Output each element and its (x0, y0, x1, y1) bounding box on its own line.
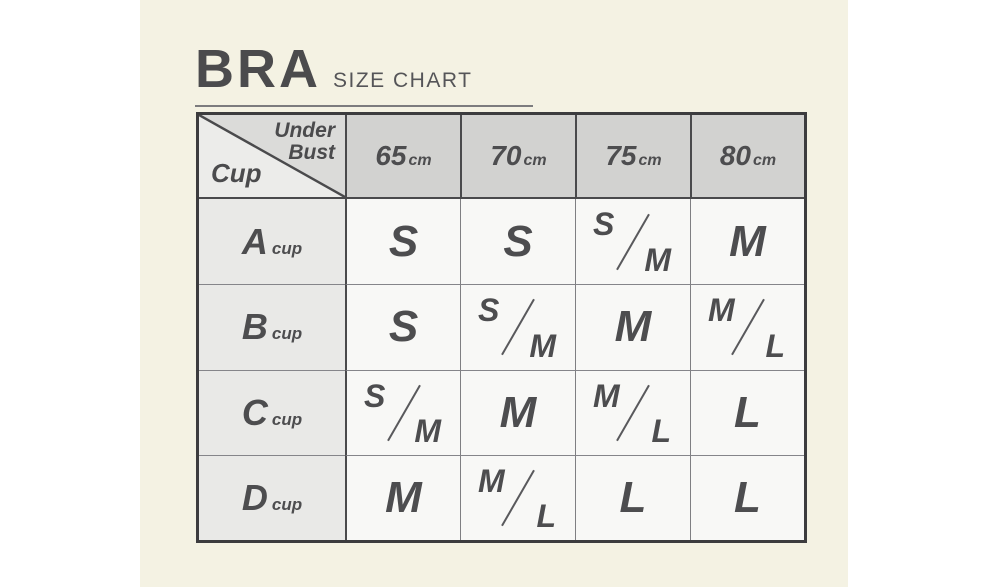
size-cell-c-70 (460, 370, 575, 455)
size-secondary: M (414, 412, 441, 449)
size-cell-c-65 (345, 370, 460, 455)
column-header-70cm (460, 115, 575, 199)
size-primary: M (708, 292, 735, 329)
size-primary: L (734, 472, 761, 522)
size-primary: S (593, 206, 615, 242)
underbust-value: 65 (375, 140, 407, 171)
cup-suffix: cup (271, 494, 303, 514)
size-primary: S (478, 292, 500, 329)
size-cell-a-75 (575, 199, 690, 284)
size-cell-a-65 (345, 199, 460, 284)
size-secondary: L (765, 327, 785, 364)
size-primary: S (388, 302, 419, 352)
underbust-value: 80 (719, 140, 752, 171)
underbust-unit: cm (638, 152, 662, 169)
cup-suffix: cup (271, 238, 303, 258)
corner-header-cell (199, 115, 345, 199)
size-secondary: L (536, 498, 556, 534)
size-primary: M (593, 377, 620, 414)
size-cell-b-75 (575, 284, 690, 369)
size-cell-b-70 (460, 284, 575, 369)
size-primary: M (478, 462, 505, 499)
size-primary: M (614, 302, 652, 352)
row-label-d-cup (199, 455, 345, 540)
size-cell-d-65 (345, 455, 460, 540)
size-cell-a-80 (690, 199, 804, 284)
slash-divider (616, 384, 650, 440)
underbust-unit: cm (753, 152, 777, 169)
column-header-80cm (690, 115, 804, 199)
underbust-value: 70 (490, 140, 522, 171)
size-secondary: M (529, 327, 556, 364)
row-label-b-cup (199, 284, 345, 369)
size-chart-panel (140, 0, 848, 587)
under-bust-label: Under Bust (274, 119, 335, 165)
size-cell-b-65 (345, 284, 460, 369)
cup-letter: D (241, 476, 268, 518)
row-label-a-cup (199, 199, 345, 284)
cup-suffix: cup (271, 409, 303, 429)
size-primary: S (503, 216, 533, 266)
size-secondary: L (651, 412, 671, 449)
size-cell-a-70 (460, 199, 575, 284)
page-title: BRA (195, 39, 321, 99)
title-underline (195, 105, 533, 107)
cup-letter: A (241, 220, 268, 262)
size-secondary: M (644, 242, 671, 279)
bra-size-table (196, 112, 807, 543)
size-cell-c-75 (575, 370, 690, 455)
size-primary: S (388, 216, 419, 266)
slash-divider (501, 470, 535, 526)
size-cell-c-80 (690, 370, 804, 455)
row-label-c-cup (199, 370, 345, 455)
size-cell-d-70 (460, 455, 575, 540)
size-primary: L (619, 472, 647, 522)
size-primary: S (364, 377, 386, 414)
column-header-65cm (345, 115, 460, 199)
size-primary: M (385, 472, 422, 522)
underbust-value: 75 (605, 140, 637, 171)
cup-letter: C (241, 391, 268, 433)
column-header-75cm (575, 115, 690, 199)
cup-suffix: cup (271, 324, 303, 344)
size-cell-d-80 (690, 455, 804, 540)
slash-divider (731, 299, 765, 355)
page-subtitle: SIZE CHART (333, 69, 473, 92)
size-primary: M (499, 387, 537, 437)
size-cell-b-80 (690, 284, 804, 369)
cup-label: Cup (211, 158, 262, 188)
size-cell-d-75 (575, 455, 690, 540)
underbust-unit: cm (523, 152, 547, 169)
size-primary: L (734, 387, 761, 437)
cup-letter: B (241, 306, 268, 348)
size-primary: M (729, 216, 766, 266)
underbust-unit: cm (408, 152, 432, 169)
title-block (195, 38, 795, 107)
